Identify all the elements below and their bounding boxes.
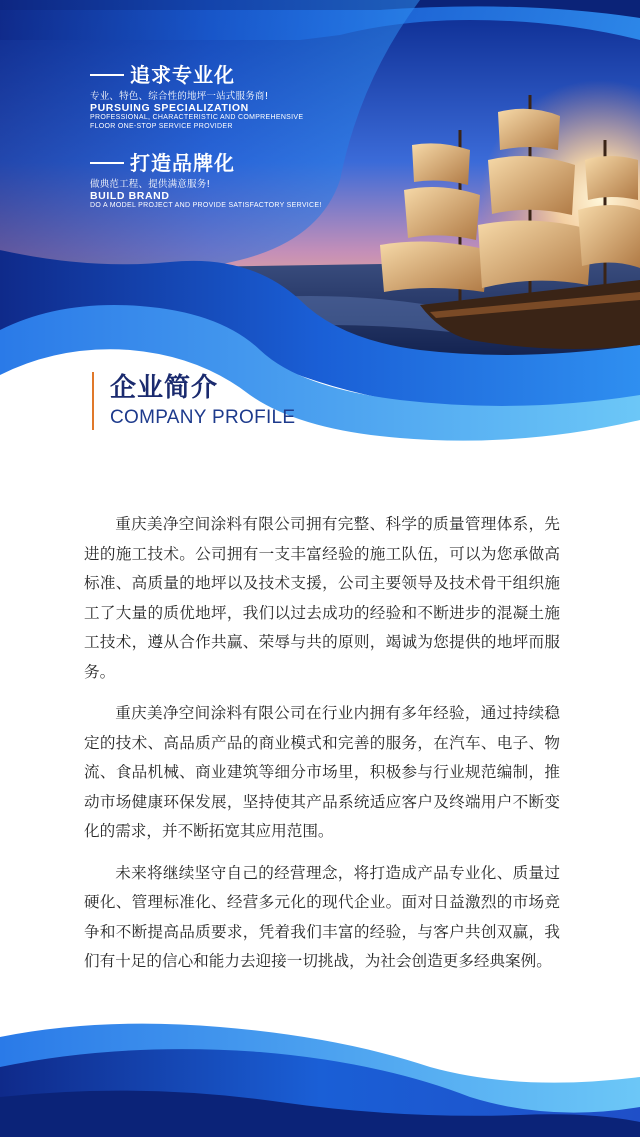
slogan-specialization-title-row — [90, 64, 303, 86]
slogan-brand-title: 打造品牌化 — [130, 151, 235, 175]
company-profile-body — [84, 510, 560, 989]
slogan-specialization-title: 追求专业化 — [130, 63, 235, 87]
dash-decoration — [90, 74, 124, 76]
section-title-en: COMPANY PROFILE — [110, 407, 296, 428]
section-title-cn: 企业简介 — [110, 373, 219, 403]
footer-wave — [0, 997, 640, 1137]
dash-decoration — [90, 162, 124, 164]
slogan-brand — [90, 152, 322, 211]
slogan-brand-title-row — [90, 152, 322, 174]
profile-paragraph-1: 重庆美净空间涂料有限公司拥有完整、科学的质量管理体系，先进的施工技术。公司拥有一支丰富经验的施工队伍，可以为您承做高标准、高质量的地坪以及技术支援，公司主要领导及技术骨干组织施工了大量的质优地坪，我们以过去成功的经验和不断进步的混凝土施工技术，遵从合作共赢、荣辱与共的原则，竭诚为您提供的地坪而服务。 — [84, 515, 560, 681]
slogan-specialization-cn-sub: 专业、特色、综合性的地坪一站式服务商! — [90, 91, 269, 102]
slogan-brand-en-title: BUILD BRAND — [90, 190, 170, 202]
slogan-specialization-en-title: PURSUING SPECIALIZATION — [90, 102, 249, 114]
profile-paragraph-3: 未来将继续坚守自己的经营理念，将打造成产品专业化、质量过硬化、管理标准化、经营多元化的现代企业。面对日益激烈的市场竞争和不断提高品质要求，凭着我们丰富的经验，与客户共创双赢，我们有十足的信心和能力去迎接一切挑战，为社会创造更多经典案例。 — [84, 863, 560, 970]
slogan-brand-cn-sub: 做典范工程、提供满意服务! — [90, 179, 211, 190]
slogan-specialization-en-sub-2: FLOOR ONE-STOP SERVICE PROVIDER — [90, 122, 233, 130]
slogan-specialization-en-sub-1: PROFESSIONAL, CHARACTERISTIC AND COMPREHENSIVE — [90, 114, 304, 121]
footer-wave-graphic — [0, 997, 640, 1137]
slogan-specialization — [90, 64, 303, 131]
profile-paragraph-2: 重庆美净空间涂料有限公司在行业内拥有多年经验，通过持续稳定的技术、高品质产品的商业模式和完善的服务，在汽车、电子、物流、食品机械、商业建筑等细分市场里，积极参与行业规范编制，推动市场健康环保发展，坚持使其产品系统适应客户及终端用户不断变化的需求，并不断拓宽其应用范围。 — [84, 704, 560, 840]
company-profile-heading — [92, 372, 295, 430]
slogan-brand-en-sub-1: DO A MODEL PROJECT AND PROVIDE SATISFACTORY SERVICE! — [90, 202, 322, 209]
